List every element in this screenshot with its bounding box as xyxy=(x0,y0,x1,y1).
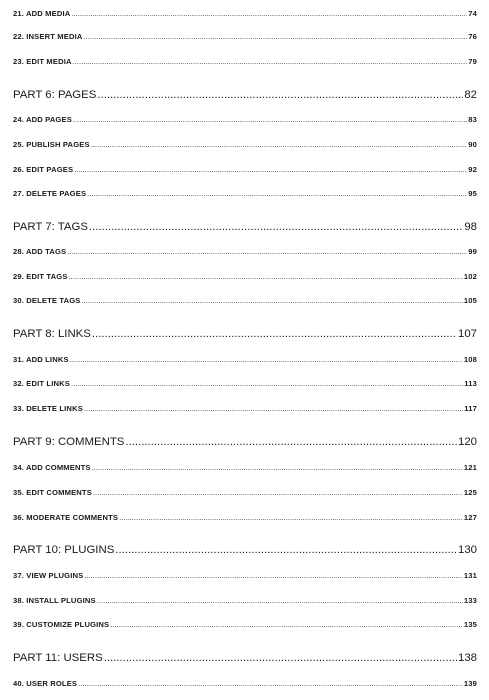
dot-leader xyxy=(97,595,463,607)
toc-entry-page: 113 xyxy=(464,379,477,388)
dot-leader xyxy=(115,542,457,558)
toc-entry-title: 37. VIEW PLUGINS xyxy=(13,571,84,580)
dot-leader xyxy=(73,56,468,68)
dot-leader xyxy=(84,570,463,582)
toc-part-heading[interactable] xyxy=(13,434,477,450)
toc-entry-page: 76 xyxy=(468,32,477,41)
toc-entry-page: 131 xyxy=(463,571,477,580)
toc-entry[interactable] xyxy=(13,246,477,258)
dot-leader xyxy=(78,678,463,690)
toc-part-heading[interactable] xyxy=(13,87,477,103)
toc-entry[interactable] xyxy=(13,56,477,68)
dot-leader xyxy=(92,326,457,342)
toc-part-heading[interactable] xyxy=(13,326,477,342)
toc-entry[interactable] xyxy=(13,271,477,283)
toc-entry[interactable] xyxy=(13,512,477,524)
toc-entry-title: 32. EDIT LINKS xyxy=(13,379,70,388)
toc-entry-title: 31. ADD LINKS xyxy=(13,355,69,364)
toc-entry-title: 28. ADD TAGS xyxy=(13,247,67,256)
toc-entry[interactable] xyxy=(13,570,477,582)
toc-entry-page: 135 xyxy=(463,620,477,629)
toc-part-title: PART 6: PAGES xyxy=(13,89,97,101)
toc-entry-title: 38. INSTALL PLUGINS xyxy=(13,596,96,605)
toc-entry[interactable] xyxy=(13,678,477,690)
toc-entry-title: 35. EDIT COMMENTS xyxy=(13,488,92,497)
toc-entry[interactable] xyxy=(13,31,477,43)
toc-entry-page: 92 xyxy=(468,165,477,174)
dot-leader xyxy=(92,462,463,474)
toc-entry-page: 90 xyxy=(468,140,477,149)
dot-leader xyxy=(69,271,463,283)
toc-entry-page: 125 xyxy=(463,488,477,497)
toc-entry[interactable] xyxy=(13,595,477,607)
toc-entry-page: 95 xyxy=(468,189,477,198)
toc-entry[interactable] xyxy=(13,462,477,474)
toc-entry-page: 139 xyxy=(463,679,477,688)
toc-entry-page: 127 xyxy=(463,513,477,522)
toc-part-heading[interactable] xyxy=(13,650,477,666)
toc-entry-title: 33. DELETE LINKS xyxy=(13,404,83,413)
toc-part-title: PART 8: LINKS xyxy=(13,328,91,340)
dot-leader xyxy=(71,8,467,20)
toc-entry[interactable] xyxy=(13,8,477,20)
toc-part-page: 98 xyxy=(464,221,477,233)
toc-entry-page: 108 xyxy=(463,355,477,364)
dot-leader xyxy=(71,378,463,390)
toc-entry-title: 26. EDIT PAGES xyxy=(13,165,74,174)
toc-entry-title: 23. EDIT MEDIA xyxy=(13,57,72,66)
toc-entry-page: 83 xyxy=(468,115,477,124)
toc-entry-page: 117 xyxy=(464,404,477,413)
toc-entry[interactable] xyxy=(13,188,477,200)
toc-entry-title: 34. ADD COMMENTS xyxy=(13,463,91,472)
toc-part-title: PART 11: USERS xyxy=(13,652,103,664)
toc-part-page: 120 xyxy=(457,436,477,448)
dot-leader xyxy=(97,87,463,103)
toc-entry-title: 27. DELETE PAGES xyxy=(13,189,87,198)
toc-entry-page: 74 xyxy=(468,9,477,18)
dot-leader xyxy=(104,650,457,666)
dot-leader xyxy=(93,487,463,499)
toc-entry[interactable] xyxy=(13,354,477,366)
dot-leader xyxy=(125,434,457,450)
toc-part-heading[interactable] xyxy=(13,542,477,558)
dot-leader xyxy=(119,512,463,524)
toc-entry-page: 121 xyxy=(463,463,477,472)
toc-entry-title: 21. ADD MEDIA xyxy=(13,9,71,18)
toc-entry[interactable] xyxy=(13,487,477,499)
toc-part-page: 130 xyxy=(457,544,477,556)
dot-leader xyxy=(84,403,463,415)
toc-part-title: PART 7: TAGS xyxy=(13,221,88,233)
toc-entry-title: 25. PUBLISH PAGES xyxy=(13,140,90,149)
toc-part-heading[interactable] xyxy=(13,219,477,235)
toc-entry-title: 40. USER ROLES xyxy=(13,679,78,688)
toc-entry-page: 79 xyxy=(468,57,477,66)
toc-entry[interactable] xyxy=(13,619,477,631)
toc-part-page: 138 xyxy=(457,652,477,664)
toc-part-title: PART 10: PLUGINS xyxy=(13,544,115,556)
toc-part-title: PART 9: COMMENTS xyxy=(13,436,125,448)
toc-entry-page: 102 xyxy=(463,272,477,281)
toc-part-page: 107 xyxy=(457,328,477,340)
toc-entry[interactable] xyxy=(13,295,477,307)
toc-entry-page: 99 xyxy=(468,247,477,256)
toc-entry-page: 105 xyxy=(463,296,477,305)
toc-entry[interactable] xyxy=(13,139,477,151)
toc-entry[interactable] xyxy=(13,403,477,415)
toc-entry-title: 36. MODERATE COMMENTS xyxy=(13,513,119,522)
dot-leader xyxy=(110,619,463,631)
dot-leader xyxy=(84,31,468,43)
toc-entry[interactable] xyxy=(13,114,477,126)
dot-leader xyxy=(67,246,467,258)
dot-leader xyxy=(73,114,467,126)
toc-entry-title: 22. INSERT MEDIA xyxy=(13,32,83,41)
dot-leader xyxy=(91,139,468,151)
dot-leader xyxy=(87,188,467,200)
dot-leader xyxy=(82,295,463,307)
toc-entry-title: 30. DELETE TAGS xyxy=(13,296,81,305)
toc-entry-page: 133 xyxy=(463,596,477,605)
toc-entry[interactable] xyxy=(13,378,477,390)
toc-entry-title: 29. EDIT TAGS xyxy=(13,272,68,281)
dot-leader xyxy=(74,164,467,176)
dot-leader xyxy=(89,219,463,235)
toc-part-page: 82 xyxy=(464,89,477,101)
dot-leader xyxy=(70,354,463,366)
toc-entry-title: 24. ADD PAGES xyxy=(13,115,72,124)
toc-entry[interactable] xyxy=(13,164,477,176)
toc-entry-title: 39. CUSTOMIZE PLUGINS xyxy=(13,620,110,629)
